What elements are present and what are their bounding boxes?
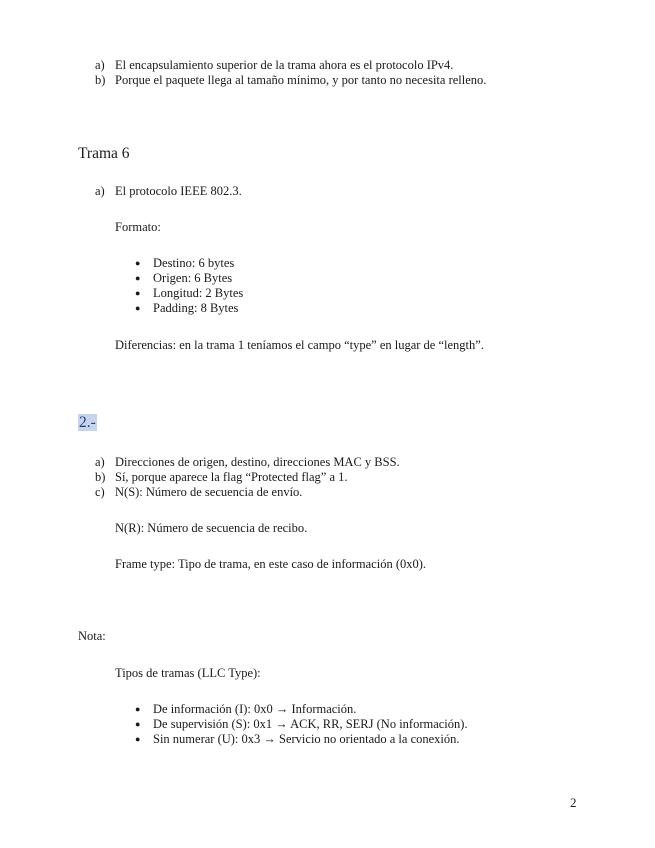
highlighted-heading-text: 2.- (79, 414, 96, 431)
list-item-c (95, 485, 302, 500)
bullet-item (135, 286, 243, 301)
list-item-text: Sí, porque aparece la flag “Protected flag” a 1. (115, 470, 348, 484)
bullet-text: De información (I): 0x0 → Información. (153, 702, 357, 716)
list-item-b (95, 470, 348, 485)
bullet-item (135, 702, 356, 717)
bullet-dot-icon: ● (135, 719, 141, 729)
bullet-text: Destino: 6 bytes (153, 256, 235, 270)
diferencias-paragraph: Diferencias: en la trama 1 teníamos el campo “type” en lugar de “length”. (115, 338, 484, 352)
bullet-dot-icon: ● (135, 273, 141, 283)
list-marker: b) (95, 470, 106, 484)
list-marker: a) (95, 455, 105, 469)
bullet-dot-icon: ● (135, 704, 141, 714)
bullet-item (135, 717, 468, 732)
list-marker: b) (95, 73, 106, 87)
bullet-item (135, 732, 460, 747)
frame-type-paragraph: Frame type: Tipo de trama, en este caso de información (0x0). (115, 557, 427, 571)
heading-section-2 (78, 414, 97, 432)
bullet-dot-icon: ● (135, 258, 141, 268)
tipos-label: Tipos de tramas (LLC Type): (115, 666, 261, 680)
bullet-dot-icon: ● (135, 303, 141, 313)
bullet-text: Longitud: 2 Bytes (153, 286, 244, 300)
bullet-text: Padding: 8 Bytes (153, 301, 239, 315)
bullet-text: Origen: 6 Bytes (153, 271, 233, 285)
page-number: 2 (570, 795, 577, 810)
list-marker: c) (95, 485, 105, 499)
bullet-text: Sin numerar (U): 0x3 → Servicio no orientado a la conexión. (153, 732, 460, 746)
bullet-dot-icon: ● (135, 288, 141, 298)
list-item-text: El encapsulamiento superior de la trama ahora es el protocolo IPv4. (115, 58, 454, 72)
list-item-text: El protocolo IEEE 802.3. (115, 184, 242, 198)
list-item-text: Direcciones de origen, destino, direcciones MAC y BSS. (115, 455, 400, 469)
bullet-item (135, 271, 232, 286)
list-marker: a) (95, 58, 105, 72)
nota-label: Nota: (78, 629, 106, 643)
bullet-item (135, 301, 238, 316)
bullet-text: De supervisión (S): 0x1 → ACK, RR, SERJ (No información). (153, 717, 468, 731)
heading-trama-6: Trama 6 (78, 145, 130, 162)
formato-label: Formato: (115, 220, 161, 234)
bullet-dot-icon: ● (135, 734, 141, 744)
list-item-b (95, 73, 486, 88)
nr-paragraph: N(R): Número de secuencia de recibo. (115, 521, 308, 535)
list-marker: a) (95, 184, 105, 198)
list-item-a (95, 184, 242, 199)
list-item-text: Porque el paquete llega al tamaño mínimo, y por tanto no necesita relleno. (115, 73, 487, 87)
bullet-item (135, 256, 234, 271)
list-item-text: N(S): Número de secuencia de envío. (115, 485, 303, 499)
list-item-a (95, 455, 400, 470)
list-item-a (95, 58, 453, 73)
